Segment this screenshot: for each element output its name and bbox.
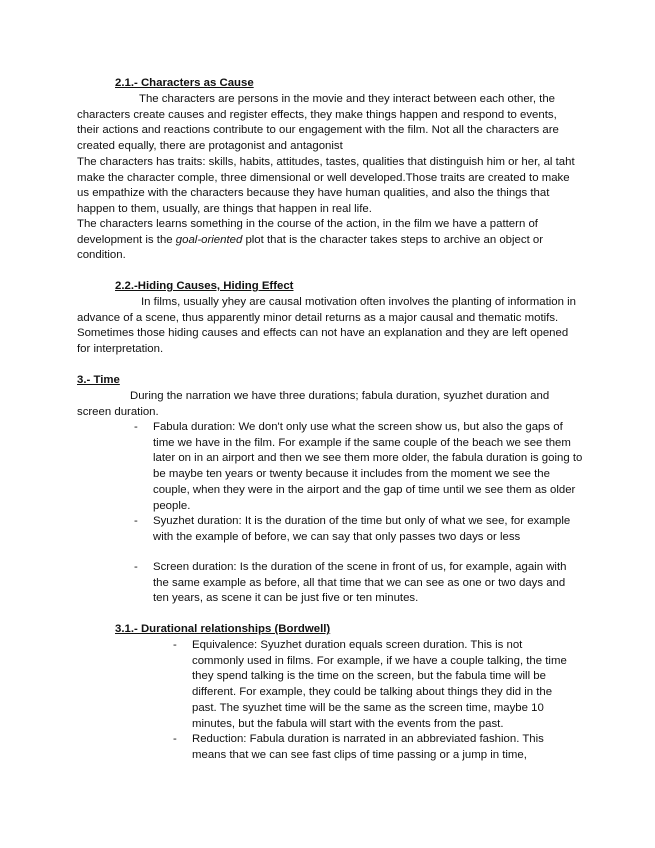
goal-oriented-term: goal-oriented <box>175 233 243 246</box>
section-3-1-heading: 3.1.- Durational relationships (Bordwell) <box>115 623 331 635</box>
bullet-dash: - <box>173 639 177 651</box>
section-3-intro: During the narration we have three durations; fabula duration, syuzhet duration and screen duration. <box>77 390 550 418</box>
section-3-heading: 3.- Time <box>77 374 120 386</box>
paragraph-3-text-b: plot that is the character takes steps to archive an object or condition. <box>77 233 544 262</box>
bullet-dash: - <box>134 561 138 573</box>
section-2-2-heading: 2.2.-Hiding Causes, Hiding Effect <box>115 280 294 292</box>
section-2-2-paragraph: In films, usually yhey are causal motivation often involves the planting of information in advance of a scene, thus apparently minor detail returns as a major causal and thematic motifs. Sometimes those hiding causes and effects can not have an explanation and they are left opened for interpretation. <box>77 296 576 356</box>
list-item-equivalence: Equivalence: Syuzhet duration equals screen duration. This is not commonly used in films. For example, if we have a couple talking, the time they spend talking is the time on the screen, but the fabula time will be different. For example, they could be talking about things they did in the past. The syuzhet time will be the same as the screen time, maybe 10 minutes, but the fabula will start with the events from the past. <box>192 639 567 730</box>
section-2-1-paragraph-1: The characters are persons in the movie and they interact between each other, the characters create causes and register effects, they make things happen and respond to events, their actions and reactions contribute to our engagement with the film. Not all the characters are created equally, there are protagonist and antagonist <box>77 93 559 153</box>
section-2-1-paragraph-3 <box>77 217 582 264</box>
paragraph-3-text-a: The characters learns something in the course of the action, in the film we have a pattern of development is the <box>77 218 538 246</box>
bullet-dash: - <box>173 733 177 745</box>
bullet-dash: - <box>134 421 138 433</box>
list-item-fabula: Fabula duration: We don't only use what the screen show us, but also the gaps of time we have in the film. For example if the same couple of the beach we see them later on in an airport and then we see them more older, the fabula duration is going to be maybe ten years or twenty because it includes from the moment we see the couple, when they were in the airport and the gap of time until we see them as older people. <box>153 421 583 512</box>
section-2-1-heading: 2.1.- Characters as Cause <box>115 77 254 89</box>
list-item-syuzhet: Syuzhet duration: It is the duration of the time but only of what we see, for example with the example of before, we can say that only passes two days or less <box>153 515 571 543</box>
section-2-1-paragraph-2: The characters has traits: skills, habits, attitudes, tastes, qualities that distinguish him or her, al taht make the character comple, three dimensional or well developed.Those traits are created to make us empathize with the characters because they have human qualities, and also the things that happen to them, usually, are things that happen in real life. <box>77 156 575 216</box>
list-item-reduction: Reduction: Fabula duration is narrated in an abbreviated fashion. This means that we can see fast clips of time passing or a jump in time, <box>192 733 544 761</box>
bullet-dash: - <box>134 515 138 527</box>
list-item-screen: Screen duration: Is the duration of the scene in front of us, for example, again with the same example as before, all that time that we can see as one or two days and ten years, as scene it can be just five or ten minutes. <box>153 561 567 605</box>
